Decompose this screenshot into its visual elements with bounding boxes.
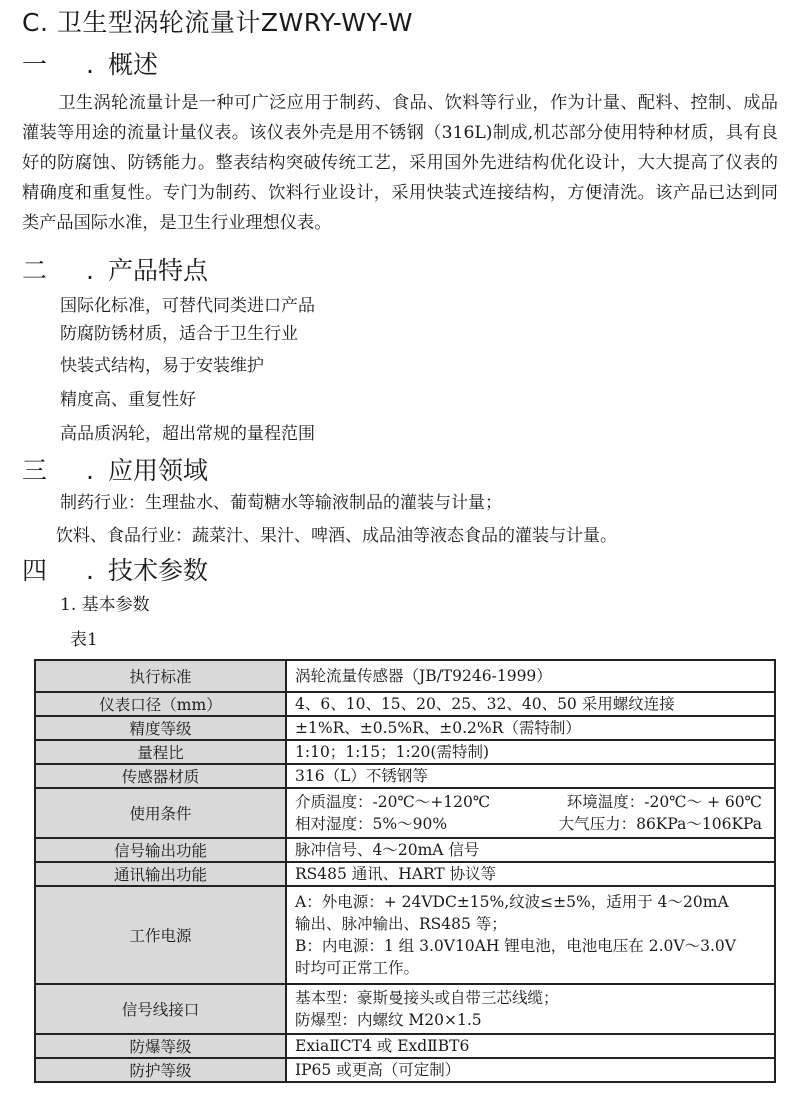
section-dot: . — [86, 256, 94, 285]
row-value: 1:10；1:15；1:20(需特制) — [286, 740, 775, 764]
table-row — [35, 764, 775, 788]
table-row — [35, 716, 775, 740]
power-line: 时均可正常工作。 — [295, 959, 420, 977]
row-value: IP65 或更高（可定制） — [286, 1058, 775, 1082]
ambient-temperature: 环境温度：-20℃～ + 60℃ — [566, 793, 762, 811]
document-title: C. 卫生型涡轮流量计ZWRY-WY-W — [22, 8, 414, 37]
row-value: ±1%R、±0.5%R、±0.2%R（需特制） — [286, 716, 775, 740]
power-line: A：外电源：+ 24VDC±15%,纹波≤±5%，适用于 4～20mA — [295, 893, 729, 911]
row-label: 工作电源 — [35, 886, 286, 984]
interface-line: 基本型：豪斯曼接头或自带三芯线缆； — [295, 989, 559, 1007]
section-number: 二 — [22, 256, 48, 285]
section-heading-features — [22, 254, 208, 288]
feature-item: 精度高、重复性好 — [60, 390, 196, 410]
power-line: B：内电源：1 组 3.0V10AH 锂电池，电池电压在 2.0V～3.0V — [295, 937, 736, 955]
section-dot: . — [86, 456, 94, 485]
row-label: 仪表口径（mm） — [35, 692, 286, 716]
row-value-power — [286, 886, 775, 984]
section-title: 概述 — [108, 50, 159, 79]
section-number: 四 — [22, 556, 48, 585]
overview-paragraph — [22, 88, 778, 238]
table-row — [35, 984, 775, 1034]
row-value-conditions — [286, 788, 775, 838]
row-value: 4、6、10、15、20、25、32、40、50 采用螺纹连接 — [286, 692, 775, 716]
row-value: 脉冲信号、4～20mA 信号 — [286, 838, 775, 862]
table-row — [35, 788, 775, 838]
table-row — [35, 692, 775, 716]
atmospheric-pressure: 大气压力：86KPa～106KPa — [558, 815, 762, 833]
section-heading-specs — [22, 554, 208, 588]
interface-line: 防爆型：内螺纹 M20×1.5 — [295, 1011, 482, 1029]
table-row — [35, 660, 775, 692]
application-item: 制药行业：生理盐水、葡萄糖水等输液制品的灌装与计量； — [60, 493, 502, 513]
section-number: 三 — [22, 456, 48, 485]
table-row — [35, 862, 775, 886]
table-row — [35, 740, 775, 764]
row-label: 信号输出功能 — [35, 838, 286, 862]
spec-table — [34, 659, 776, 1083]
subheading: 1. 基本参数 — [60, 595, 150, 615]
table-row — [35, 886, 775, 984]
row-label: 执行标准 — [35, 660, 286, 692]
section-number: 一 — [22, 50, 48, 79]
row-label: 防爆等级 — [35, 1034, 286, 1058]
section-heading-applications — [22, 454, 208, 488]
feature-item: 快装式结构，易于安装维护 — [60, 356, 264, 376]
section-dot: . — [86, 50, 94, 79]
row-label: 通讯输出功能 — [35, 862, 286, 886]
section-heading-overview — [22, 48, 158, 82]
section-dot: . — [86, 556, 94, 585]
table-row — [35, 838, 775, 862]
table-caption: 表1 — [70, 630, 98, 650]
row-label: 信号线接口 — [35, 984, 286, 1034]
application-item: 饮料、食品行业：蔬菜汁、果汁、啤酒、成品油等液态食品的灌装与计量。 — [56, 526, 617, 546]
row-value: RS485 通讯、HART 协议等 — [286, 862, 775, 886]
power-line: 输出、脉冲输出、RS485 等； — [295, 915, 507, 933]
medium-temperature: 介质温度：-20℃～+120℃ — [295, 793, 491, 811]
row-label: 防护等级 — [35, 1058, 286, 1082]
section-title: 应用领域 — [108, 456, 209, 485]
row-label: 使用条件 — [35, 788, 286, 838]
row-label: 精度等级 — [35, 716, 286, 740]
relative-humidity: 相对湿度：5%～90% — [295, 815, 448, 833]
row-value: 316（L）不锈钢等 — [286, 764, 775, 788]
section-title: 产品特点 — [108, 256, 209, 285]
overview-text: 卫生涡轮流量计是一种可广泛应用于制药、食品、饮料等行业，作为计量、配料、控制、成品灌装等用途的流量计量仪表。该仪表外壳是用不锈钢（316L)制成,机芯部分使用特种材质，具有良好的防腐蚀、防锈能力。整表结构突破传统工艺，采用国外先进结构优化设计，大大提高了仪表的精确度和重复性。专门为制药、饮料行业设计，采用快装式连接结构，方便清洗。该产品已达到同类产品国际水准，是卫生行业理想仪表。 — [22, 93, 778, 233]
section-title: 技术参数 — [108, 556, 209, 585]
feature-item: 防腐防锈材质，适合于卫生行业 — [60, 324, 298, 344]
feature-item: 国际化标准，可替代同类进口产品 — [60, 296, 315, 316]
row-value: 涡轮流量传感器（JB/T9246-1999） — [286, 660, 775, 692]
row-value-interface — [286, 984, 775, 1034]
table-row — [35, 1058, 775, 1082]
row-label: 量程比 — [35, 740, 286, 764]
feature-item: 高品质涡轮，超出常规的量程范围 — [60, 424, 315, 444]
table-row — [35, 1034, 775, 1058]
row-label: 传感器材质 — [35, 764, 286, 788]
row-value: ExiaⅡCT4 或 ExdⅡBT6 — [286, 1034, 775, 1058]
